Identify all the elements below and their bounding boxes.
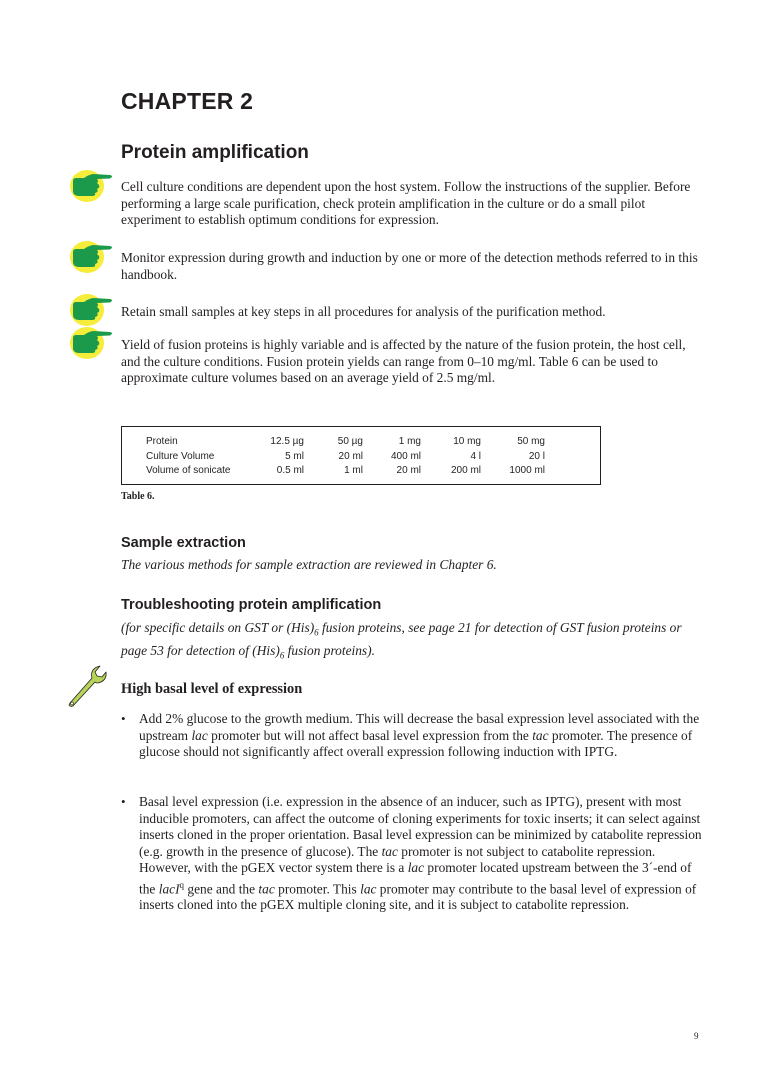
bullet-icon: • [121, 794, 126, 809]
paragraph: Retain small samples at key steps in all procedures for analysis of the purification method. [121, 304, 606, 319]
table-caption: Table 6. [121, 491, 155, 502]
pointing-hand-icon [70, 240, 116, 274]
table-cell: 20 l [528, 450, 545, 462]
bullet-icon: • [121, 711, 126, 726]
table-row [146, 464, 545, 479]
bullet-item: Add 2% glucose to the growth medium. This will decrease the basal expression level associated with the upstream lac promoter but will not affect basal level expression from the tac promoter. The presence of glucose should not significantly affect overall expression following induction with IPTG. [139, 711, 700, 759]
row-label: Culture Volume [146, 450, 215, 462]
troubleshooting-heading: Troubleshooting protein amplification [121, 597, 382, 613]
table-cell: 10 mg [453, 436, 481, 447]
wrench-icon [66, 664, 108, 708]
table-cell: 5 ml [285, 450, 304, 462]
bullet-item: Basal level expression (i.e. expression in the absence of an inducer, such as IPTG), present with most inducible promoters, can affect the outcome of cloning experiments for toxic inserts; it can select against inserts cloned in the proper orientation. Basal level expression can be minimized by catabolite repression (e.g. growth in the presence of glucose). The tac promoter is not subject to catabolite repression. However, with the pGEX vector system there is a lac promoter located upstream between the 3´-end of the lacI$^q$ gene and the tac promoter. This lac promoter may contribute to the basal level of expression of inserts cloned into the pGEX multiple cloning site, and it is subject to catabolite repression. [139, 794, 702, 913]
table-cell: 0.5 ml [276, 465, 304, 476]
pointing-hand-icon [70, 169, 116, 203]
sample-extraction-text: The various methods for sample extraction are reviewed in Chapter 6. [121, 557, 497, 572]
table-cell: 20 ml [396, 465, 421, 476]
table-row [146, 435, 545, 450]
table-cell: 4 l [470, 450, 481, 462]
data-table [121, 426, 601, 485]
paragraph: Yield of fusion proteins is highly variable and is affected by the nature of the fusion protein, the host cell, and the culture conditions. Fusion protein yields can range from 0–10 mg/ml. Table 6 can be used to approximate culture volumes based on an average yield of 2.5 mg/ml. [121, 337, 686, 385]
troubleshooting-text: (for specific details on GST or $(His)_6$ fusion proteins, see page 21 for detection of GST fusion proteins or page 53 for detection of $(His)_6$ fusion proteins). [121, 620, 682, 661]
basal-expression-heading: High basal level of expression [121, 681, 303, 697]
sample-extraction-heading: Sample extraction [121, 535, 246, 551]
table-cell: 400 ml [390, 450, 421, 462]
paragraph: Cell culture conditions are dependent upon the host system. Follow the instructions of the supplier. Before performing a large scale purification, check protein amplification in the culture or do a small pilot experiment to establish optimum conditions for expression. [121, 179, 691, 227]
pointing-hand-icon [70, 293, 116, 327]
table-cell: 12.5 µg [270, 436, 304, 447]
table-cell: 200 ml [450, 465, 481, 476]
pointing-hand-icon [70, 326, 116, 360]
paragraph: Monitor expression during growth and induction by one or more of the detection methods referred to in this handbook. [121, 250, 698, 282]
table-cell: 20 ml [338, 450, 363, 462]
table-cell: 50 mg [517, 436, 545, 447]
row-label: Protein [146, 436, 178, 447]
table-cell: 50 µg [337, 436, 363, 447]
chapter-heading: CHAPTER 2 [121, 88, 254, 114]
table-cell: 1 mg [398, 436, 421, 447]
section-title: Protein amplification [121, 142, 309, 163]
table-cell: 1 ml [344, 465, 363, 476]
table-row [146, 450, 545, 465]
page-number: 9 [694, 1031, 699, 1041]
table-cell: 1000 ml [509, 465, 545, 476]
row-label: Volume of sonicate [146, 465, 231, 476]
